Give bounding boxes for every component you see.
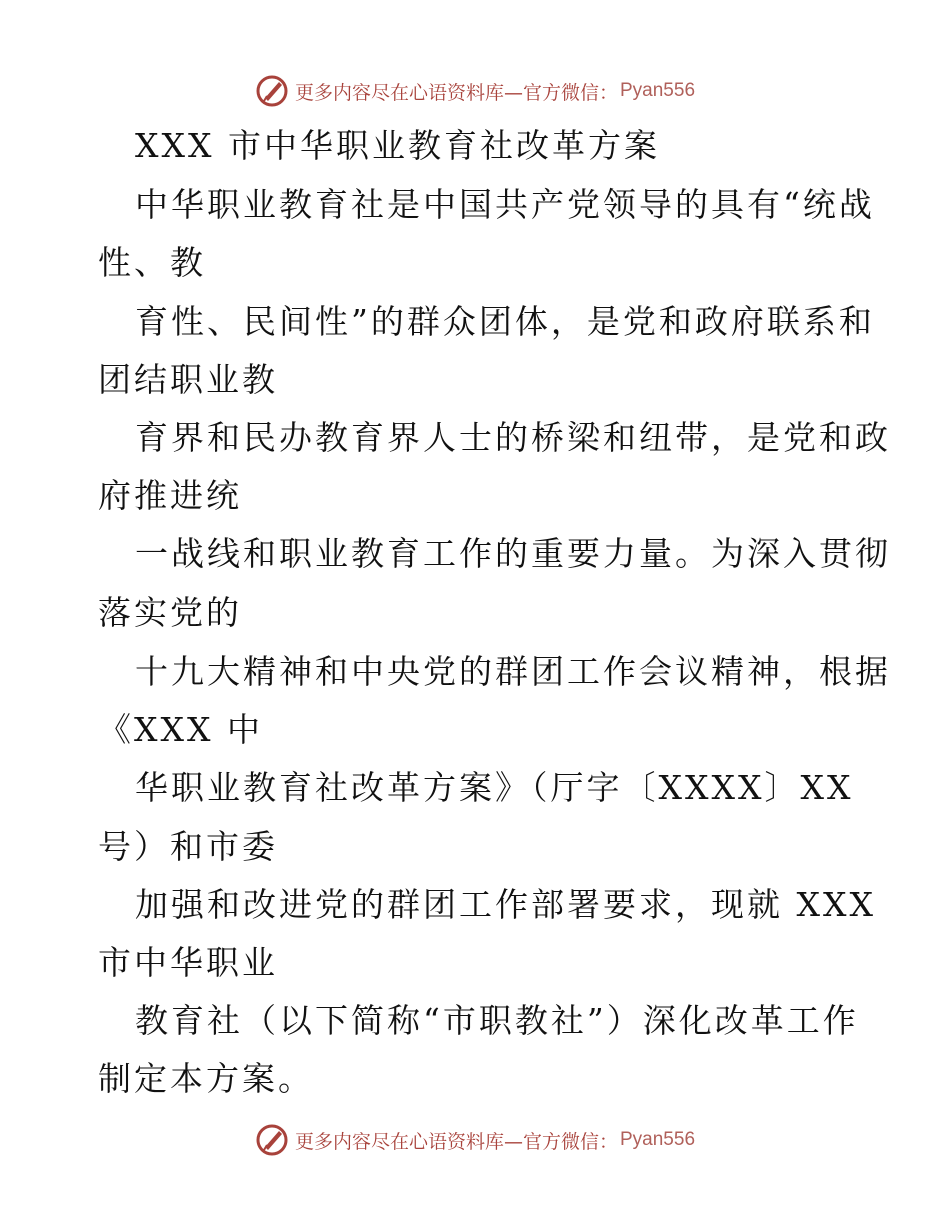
- text-line: 性、教: [98, 243, 206, 282]
- text-line: 《XXX 中: [98, 710, 263, 749]
- banner-text: 更多内容尽在心语资料库—官方微信：: [294, 81, 618, 104]
- header-watermark-banner: [0, 71, 950, 111]
- footer-watermark-banner: [0, 1120, 950, 1160]
- text-line: 市中华职业: [98, 943, 278, 982]
- banner-text: 更多内容尽在心语资料库—官方微信：: [294, 1130, 618, 1153]
- text-line: 加强和改进党的群团工作部署要求，现就 XXX: [135, 885, 876, 924]
- quill-seal-icon: [255, 1123, 289, 1157]
- text-line: 华职业教育社改革方案》（厅字〔XXXX〕XX: [135, 768, 854, 807]
- text-line: 育性、民间性”的群众团体，是党和政府联系和: [135, 302, 875, 341]
- text-line: 中华职业教育社是中国共产党领导的具有“统战: [135, 185, 875, 224]
- text-line: 一战线和职业教育工作的重要力量。为深入贯彻: [135, 534, 891, 573]
- text-line: 落实党的: [98, 593, 242, 632]
- text-line: 号）和市委: [98, 827, 278, 866]
- text-line: 教育社（以下简称“市职教社”）深化改革工作: [135, 1001, 859, 1040]
- text-line: 府推进统: [98, 476, 242, 515]
- quill-seal-icon: [255, 74, 289, 108]
- text-line: 育界和民办教育界人士的桥梁和纽带，是党和政: [135, 418, 891, 457]
- text-line: 制定本方案。: [98, 1059, 314, 1098]
- banner-handle: Pyan556: [620, 1129, 696, 1150]
- text-line: 团结职业教: [98, 360, 278, 399]
- banner-handle: Pyan556: [620, 80, 696, 101]
- text-line: 十九大精神和中央党的群团工作会议精神，根据: [135, 652, 891, 691]
- document-title: XXX 市中华职业教育社改革方案: [135, 126, 660, 165]
